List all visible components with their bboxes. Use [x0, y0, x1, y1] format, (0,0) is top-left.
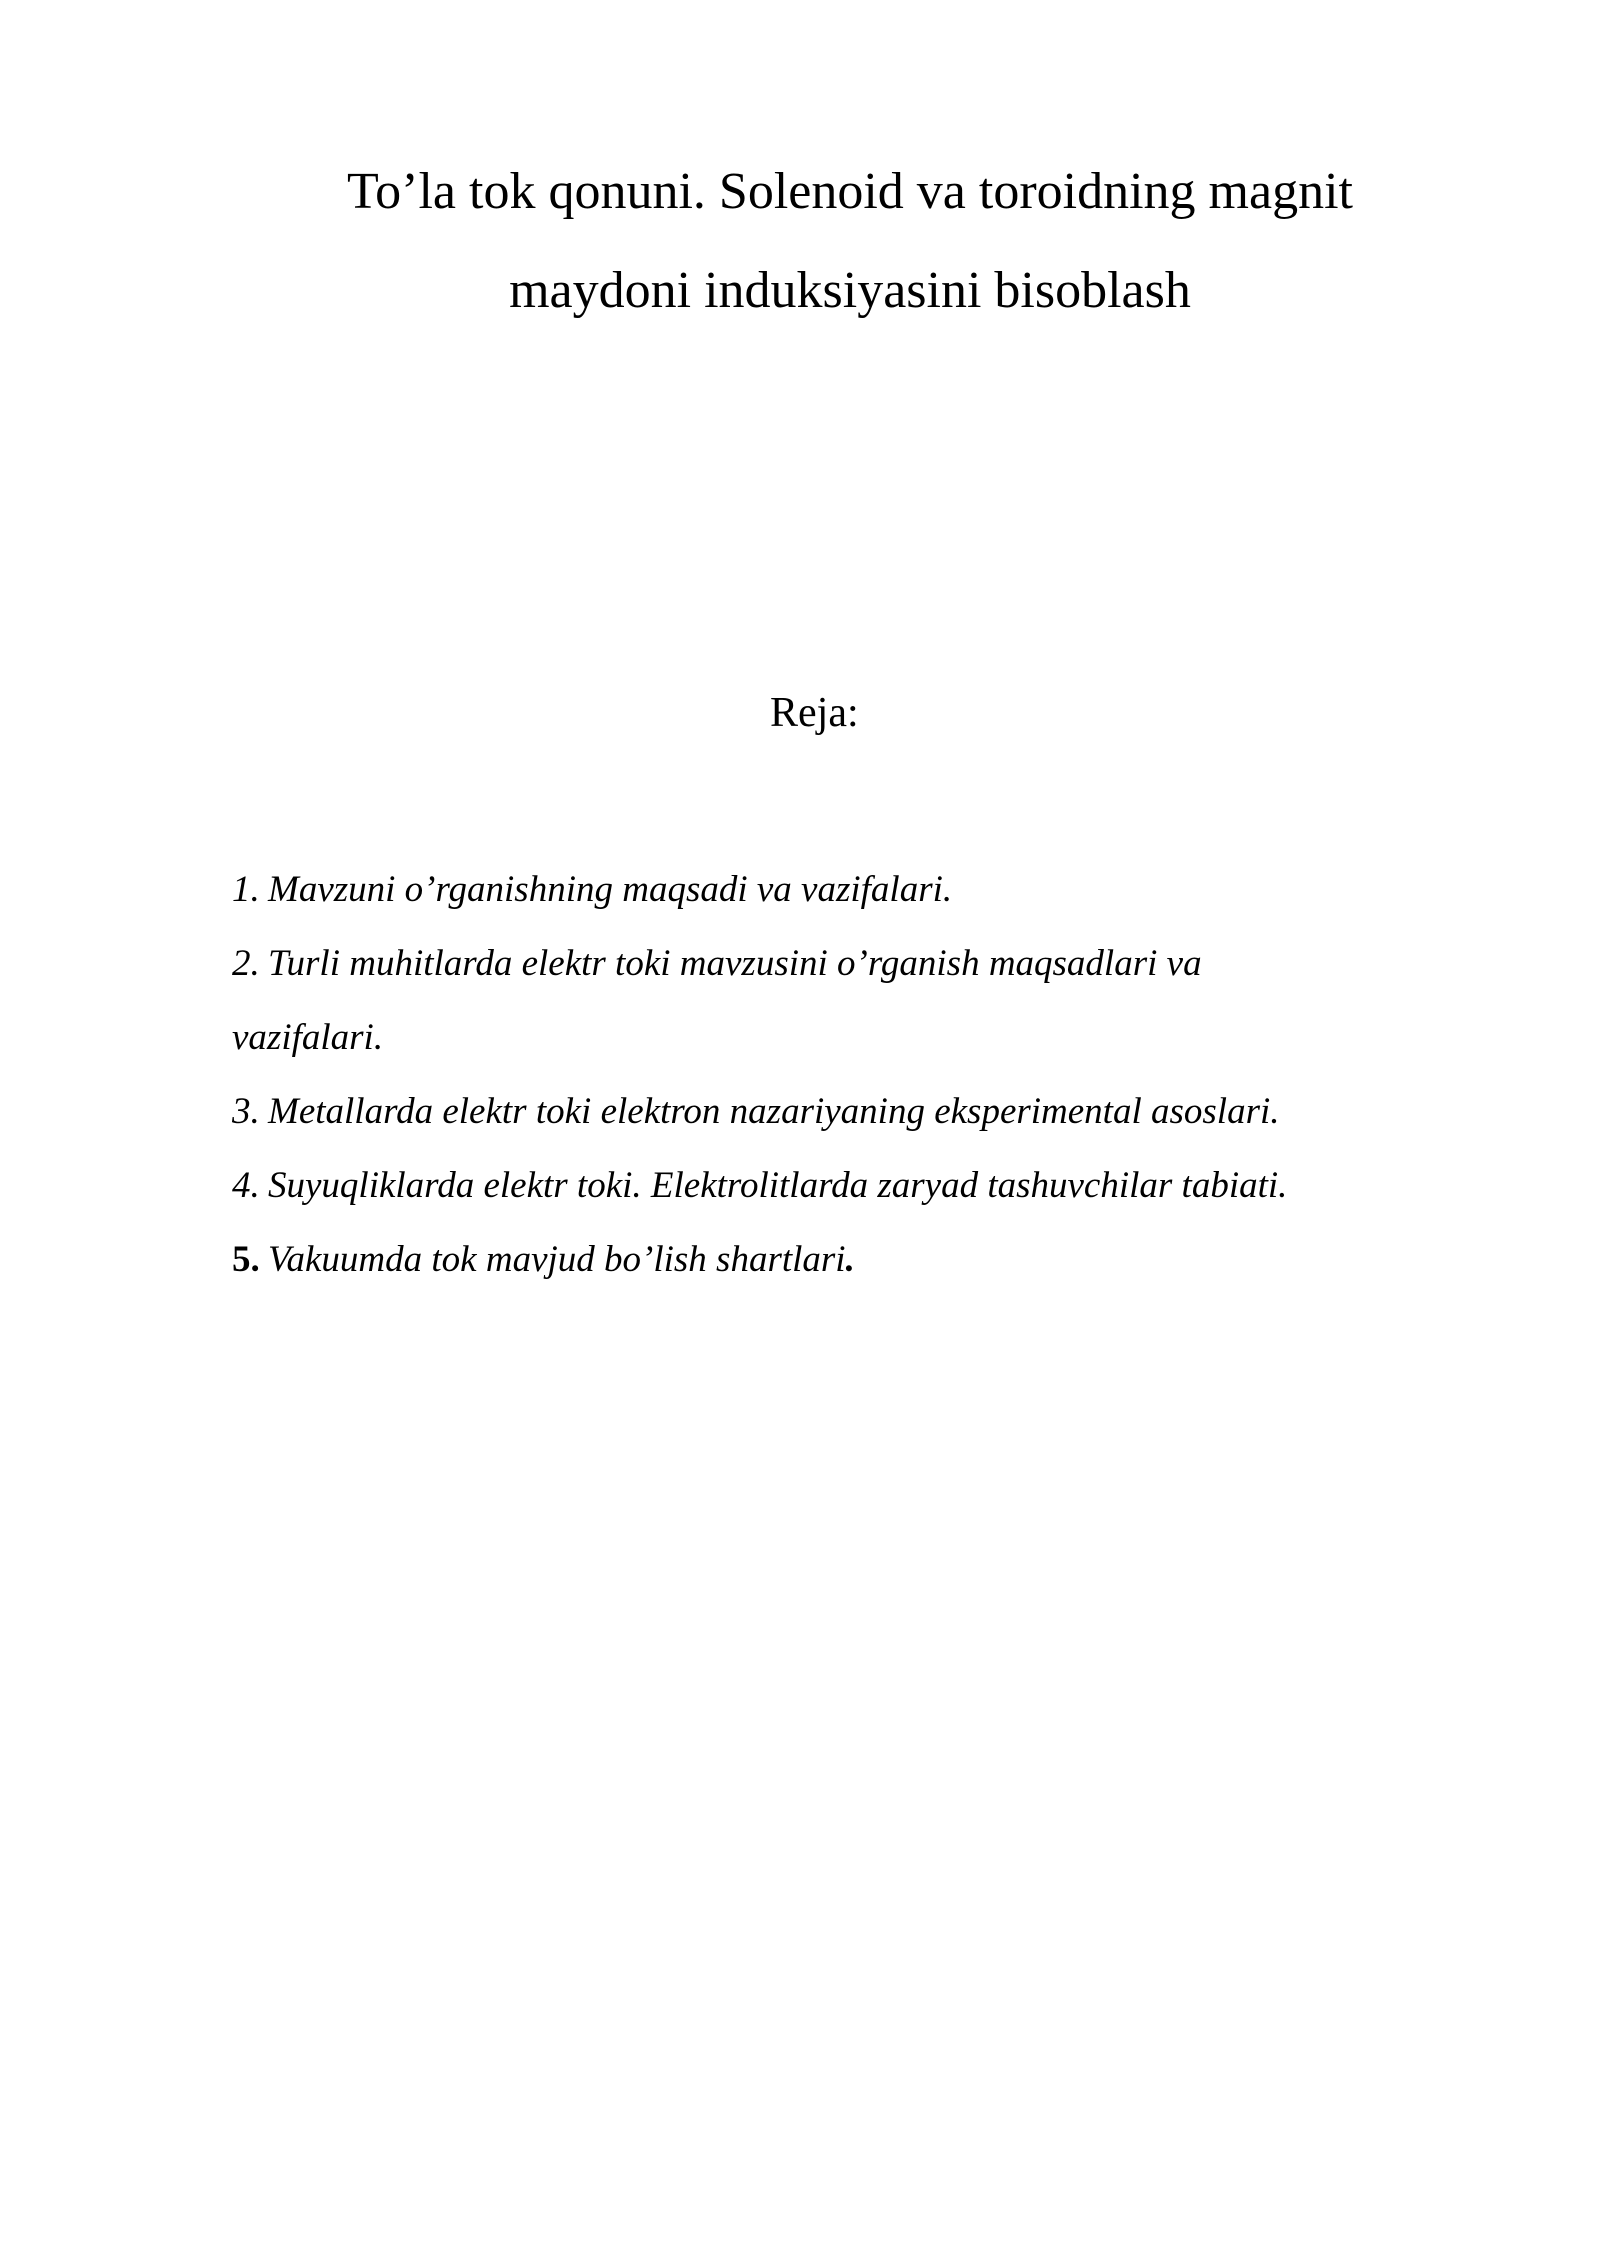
plan-item-text-continuation: vazifalari. [232, 1017, 384, 1058]
plan-item-1 [232, 853, 1492, 927]
plan-item-text: Metallarda elektr toki elektron nazariyaning eksperimental asoslari. [268, 1091, 1280, 1132]
plan-item-text: Vakuumda tok mavjud bo’lish shartlari [268, 1239, 846, 1280]
plan-item-number: 4. [232, 1165, 260, 1206]
plan-item-text: Suyuqliklarda elektr toki. Elektrolitlarda zaryad tashuvchilar tabiati. [268, 1165, 1288, 1206]
page-title-line-1: To’la tok qonuni. Solenoid va toroidning magnit [347, 163, 1353, 220]
plan-item-text: Mavzuni o’rganishning maqsadi va vazifalari. [268, 869, 953, 910]
plan-item-5 [232, 1223, 1492, 1297]
plan-item-3 [232, 1075, 1492, 1149]
plan-heading: Reja: [770, 690, 859, 736]
plan-item-2 [232, 927, 1492, 1075]
plan-item-4 [232, 1149, 1492, 1223]
plan-item-number: 3. [232, 1091, 260, 1132]
plan-item-number: 5. [232, 1239, 260, 1280]
plan-item-trailing-period: . [845, 1239, 855, 1280]
plan-item-number: 1. [232, 869, 260, 910]
plan-item-number: 2. [232, 943, 260, 984]
page-title-line-2: maydoni induksiyasini bisoblash [509, 262, 1191, 319]
plan-item-text: Turli muhitlarda elektr toki mavzusini o’rganish maqsadlari va [268, 943, 1202, 984]
plan-list [232, 853, 1492, 1297]
